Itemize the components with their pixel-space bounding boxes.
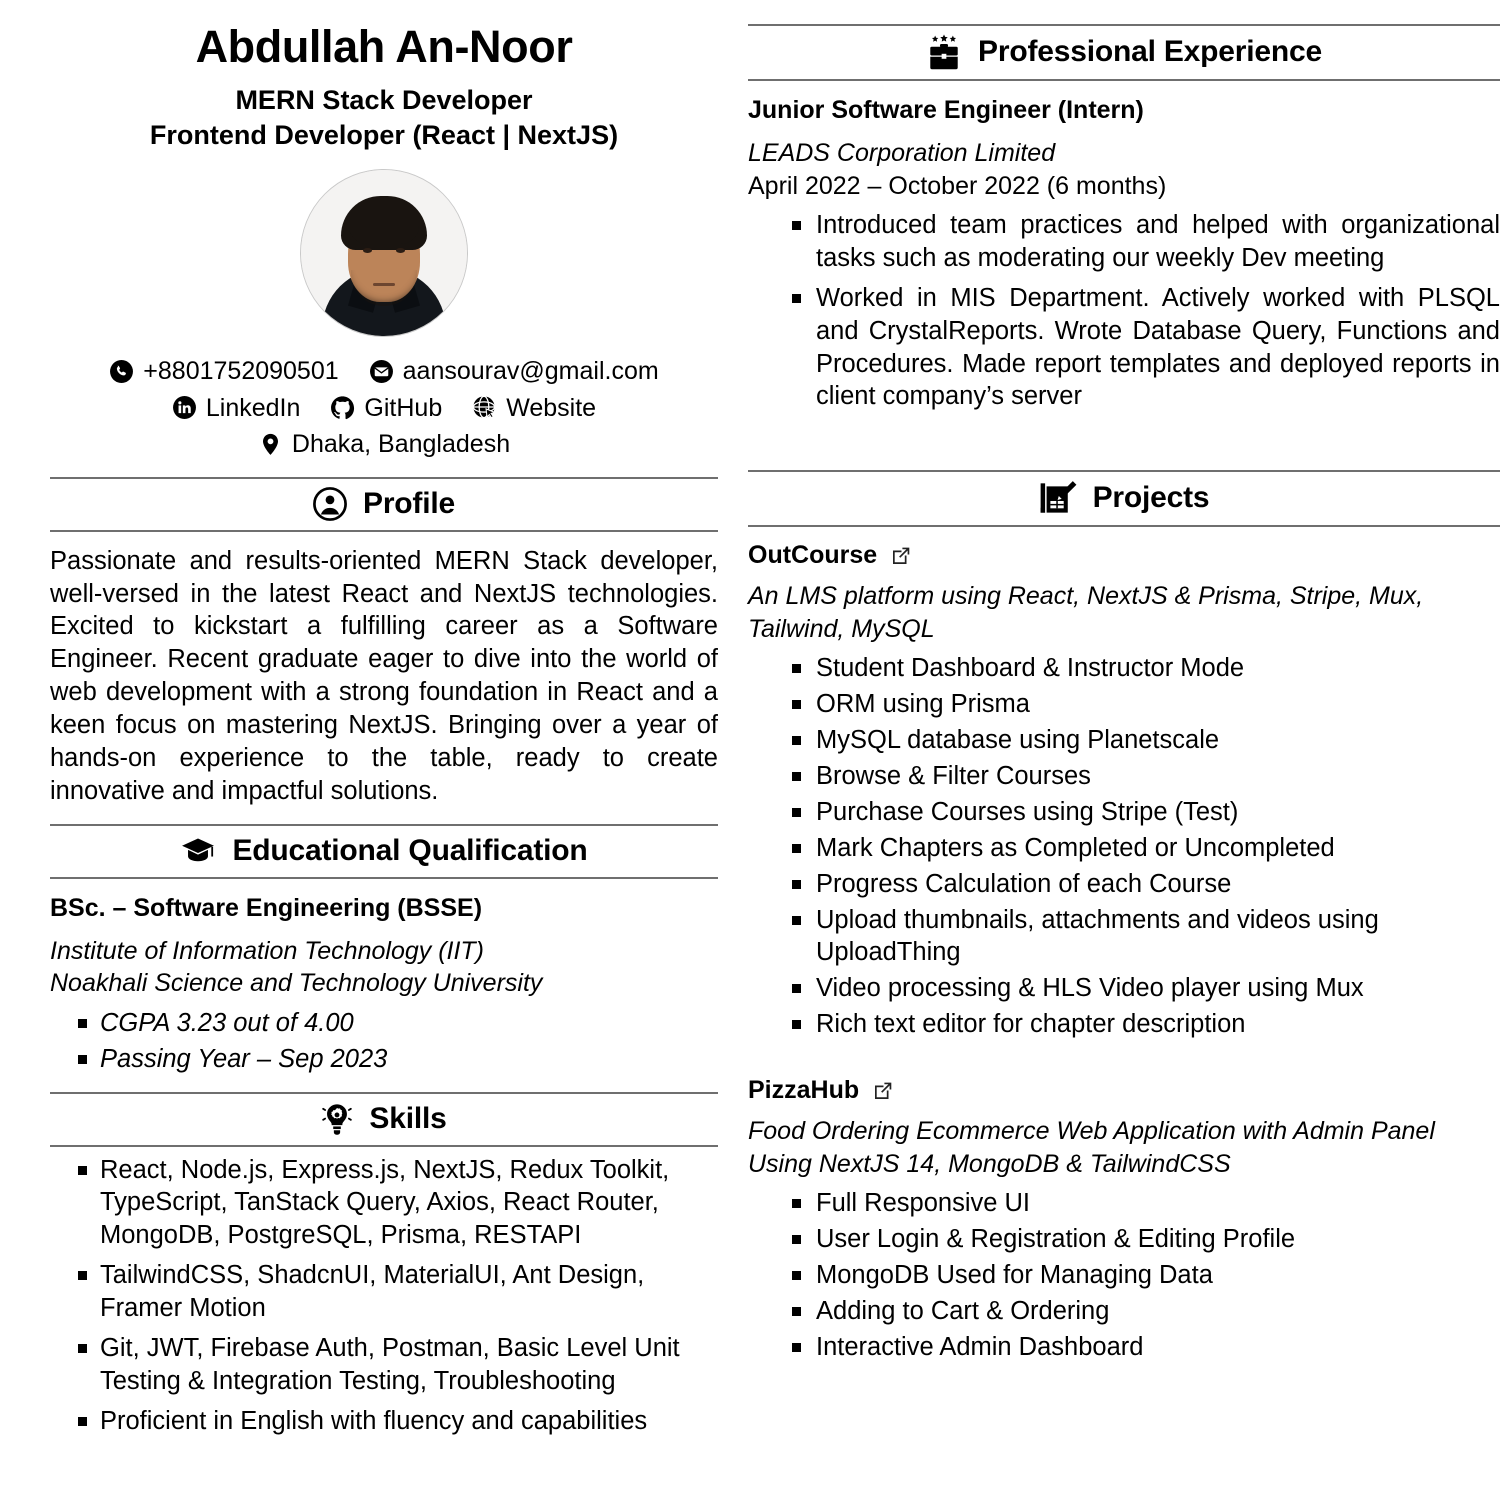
job-title: Junior Software Engineer (Intern)	[748, 96, 1144, 124]
contact-phone[interactable]	[109, 355, 338, 388]
contact-linkedin[interactable]	[172, 392, 301, 425]
section-title-skills: Skills	[369, 1101, 447, 1135]
list-item: Proficient in English with fluency and capabilities	[50, 1405, 718, 1438]
phone-icon	[109, 359, 134, 384]
contact-row-3	[50, 428, 718, 461]
linkedin-icon	[172, 395, 197, 420]
list-item: User Login & Registration & Editing Profile	[748, 1223, 1500, 1256]
project-name: OutCourse	[748, 541, 878, 570]
globe-icon	[472, 395, 497, 420]
page-title: Abdullah An-Noor	[195, 21, 573, 72]
experience-entry	[748, 96, 1500, 413]
list-item: React, Node.js, Express.js, NextJS, Redux Toolkit, TypeScript, TanStack Query, Axios, React Router, MongoDB, PostgreSQL, Prisma, RESTAPI	[50, 1154, 718, 1253]
section-header-skills	[50, 1092, 718, 1147]
profile-summary: Passionate and results-oriented MERN Stack developer, well-versed in the latest React and NextJS technologies. Excited to kickstart a fulfilling career as a Software Engineer. Recent graduate eager to dive into the world of web development with a strong foundation in React and a keen focus on mastering NextJS. Bringing over a year of hands-on experience to the table, ready to create innovative and impactful solutions.	[50, 546, 718, 805]
section-title-projects: Projects	[1092, 481, 1210, 515]
list-item: TailwindCSS, ShadcnUI, MaterialUI, Ant Design, Framer Motion	[50, 1259, 718, 1325]
list-item: Progress Calculation of each Course	[748, 868, 1500, 901]
education-bullets	[50, 1007, 718, 1076]
contact-location-value: Dhaka, Bangladesh	[291, 430, 511, 459]
external-link-icon[interactable]	[872, 1080, 894, 1102]
section-header-projects	[748, 470, 1500, 527]
list-item: Introduced team practices and helped with organizational tasks such as moderating our weekly Dev meeting	[748, 209, 1500, 275]
project-entry	[748, 541, 1500, 1041]
list-item: Upload thumbnails, attachments and videos using UploadThing	[748, 904, 1500, 970]
contact-website[interactable]	[472, 392, 596, 425]
section-profile	[50, 477, 718, 808]
education-institute-line-1: Institute of Information Technology (IIT)	[50, 936, 485, 965]
headline-line-2: Frontend Developer (React | NextJS)	[149, 120, 619, 151]
contact-linkedin-label: LinkedIn	[205, 393, 301, 422]
section-education	[50, 824, 718, 1076]
project-entry	[748, 1076, 1500, 1363]
list-item: Adding to Cart & Ordering	[748, 1295, 1500, 1328]
list-item: Passing Year – Sep 2023	[50, 1043, 718, 1076]
list-item: Mark Chapters as Completed or Uncompleted	[748, 832, 1500, 865]
envelope-icon	[369, 359, 394, 384]
list-item: Worked in MIS Department. Actively worked with PLSQL and CrystalReports. Wrote Database Query, Functions and Procedures. Made report templates and deployed reports in client company’s server	[748, 282, 1500, 414]
list-item: Video processing & HLS Video player using Mux	[748, 972, 1500, 1005]
section-header-profile	[50, 477, 718, 532]
section-title-experience: Professional Experience	[978, 35, 1322, 68]
project-bullets	[748, 652, 1500, 1041]
job-company: LEADS Corporation Limited	[748, 139, 1056, 167]
job-dates: April 2022 – October 2022 (6 months)	[748, 171, 1167, 200]
contact-row-2	[50, 392, 718, 425]
section-header-education	[50, 824, 718, 879]
right-column	[730, 0, 1500, 1500]
user-circle-icon	[313, 487, 347, 521]
map-pin-icon	[258, 432, 283, 457]
education-institute	[50, 935, 718, 1000]
contact-email-value: aansourav@gmail.com	[402, 357, 659, 386]
section-title-profile: Profile	[363, 486, 455, 520]
list-item: Rich text editor for chapter description	[748, 1008, 1500, 1041]
project-header	[748, 1076, 1500, 1105]
education-degree: BSc. – Software Engineering (BSSE)	[50, 893, 483, 922]
graduation-cap-icon	[180, 834, 216, 868]
project-header	[748, 541, 1500, 570]
blueprint-pencil-icon	[1039, 480, 1077, 516]
list-item: Purchase Courses using Stripe (Test)	[748, 796, 1500, 829]
list-item: CGPA 3.23 out of 4.00	[50, 1007, 718, 1040]
contact-website-label: Website	[506, 393, 597, 422]
contact-phone-value: +8801752090501	[143, 357, 339, 386]
photo-container	[50, 169, 718, 337]
contact-location	[258, 428, 510, 461]
headline-line-1: MERN Stack Developer	[235, 85, 533, 115]
left-column	[0, 0, 730, 1500]
list-item: Git, JWT, Firebase Auth, Postman, Basic Level Unit Testing & Integration Testing, Troubleshooting	[50, 1332, 718, 1398]
external-link-icon[interactable]	[890, 545, 912, 567]
project-description: An LMS platform using React, NextJS & Prisma, Stripe, Mux, Tailwind, MySQL	[748, 582, 1424, 643]
section-experience	[748, 24, 1500, 413]
section-title-education: Educational Qualification	[232, 833, 588, 867]
section-projects	[748, 470, 1500, 1363]
contact-github[interactable]	[330, 392, 442, 425]
list-item: MongoDB Used for Managing Data	[748, 1259, 1500, 1292]
list-item: Student Dashboard & Instructor Mode	[748, 652, 1500, 685]
avatar	[300, 169, 468, 337]
headline	[50, 83, 718, 153]
briefcase-stars-icon	[926, 34, 962, 70]
list-item: Interactive Admin Dashboard	[748, 1331, 1500, 1364]
lightbulb-gear-icon	[321, 1102, 353, 1136]
contact-row-1	[50, 355, 718, 388]
section-header-experience	[748, 24, 1500, 81]
list-item: Full Responsive UI	[748, 1187, 1500, 1220]
job-bullets	[748, 209, 1500, 413]
education-institute-line-2: Noakhali Science and Technology University	[50, 969, 543, 998]
contact-email[interactable]	[369, 355, 659, 388]
contact-block	[50, 355, 718, 461]
project-name: PizzaHub	[748, 1076, 860, 1105]
project-description: Food Ordering Ecommerce Web Application with Admin Panel Using NextJS 14, MongoDB & TailwindCSS	[748, 1117, 1435, 1178]
section-skills	[50, 1092, 718, 1438]
contact-github-label: GitHub	[364, 393, 443, 422]
list-item: Browse & Filter Courses	[748, 760, 1500, 793]
project-bullets	[748, 1187, 1500, 1363]
list-item: ORM using Prisma	[748, 688, 1500, 721]
list-item: MySQL database using Planetscale	[748, 724, 1500, 757]
github-icon	[330, 395, 355, 420]
skills-bullets	[50, 1154, 718, 1438]
